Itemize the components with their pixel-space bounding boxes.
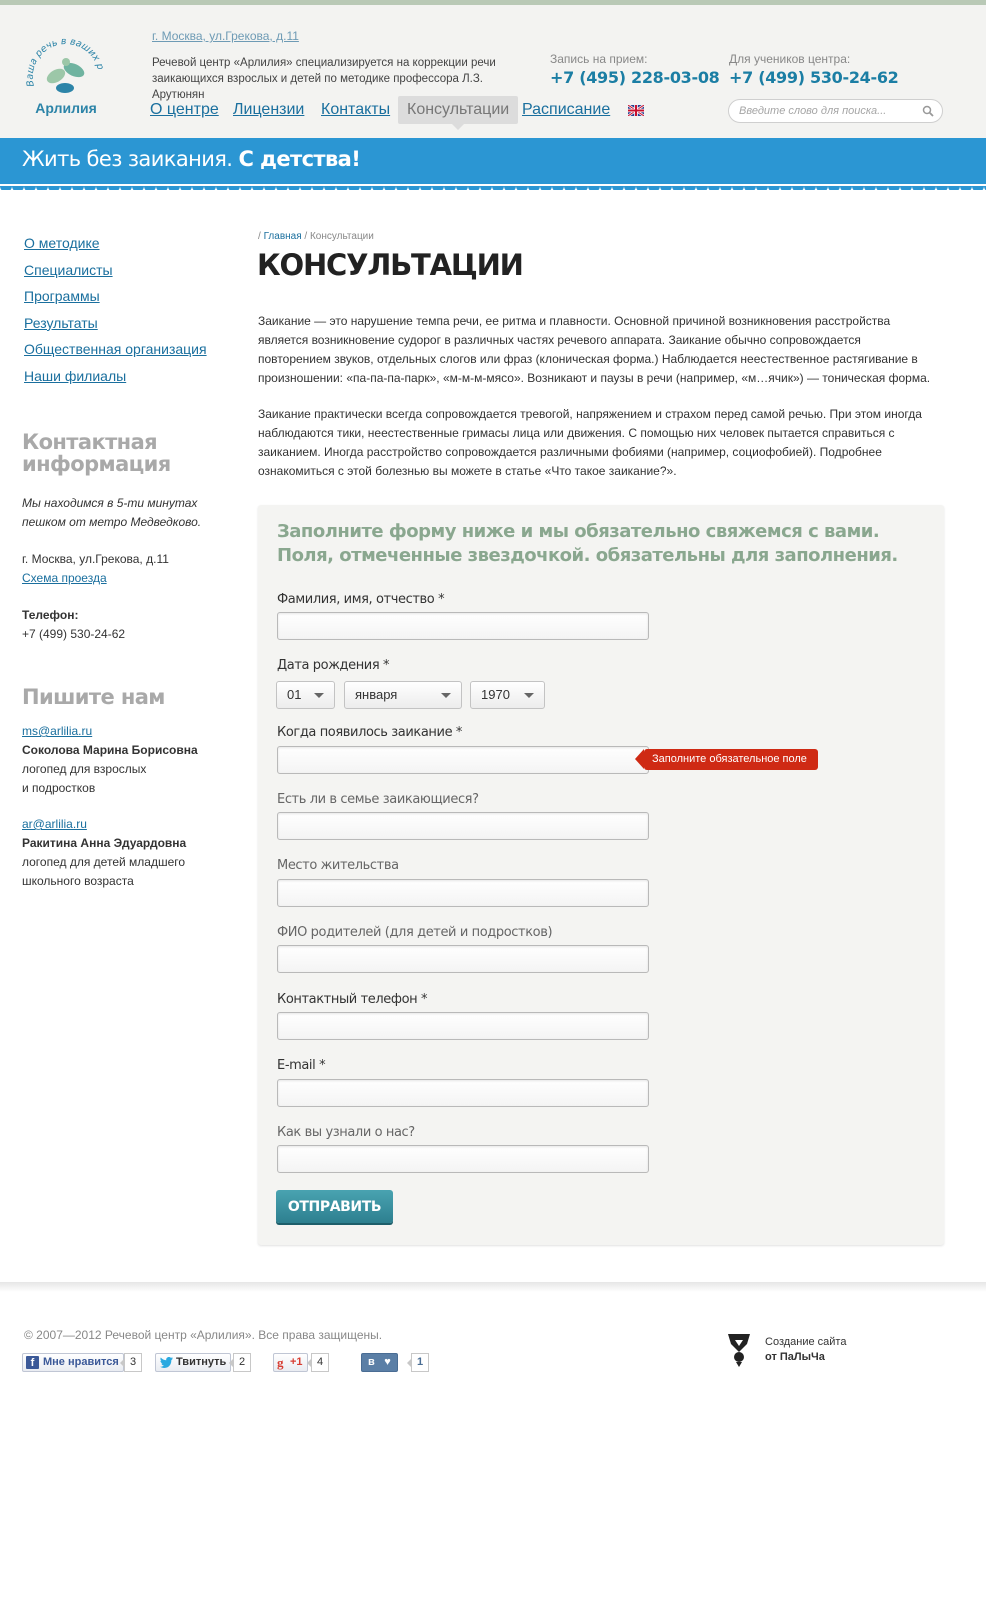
stutter-onset-input[interactable] [277, 746, 649, 774]
copyright: © 2007—2012 Речевой центр «Арлилия». Все права защищены. [24, 1328, 383, 1342]
google-plus-count: 4 [311, 1353, 329, 1372]
sidebar-item-programs[interactable]: Программы [24, 288, 100, 304]
svg-text:Ваша речь в ваших руках [24, 26, 106, 87]
residence-label: Место жительства [277, 858, 399, 873]
sidebar-item-organization[interactable]: Общественная организация [24, 341, 207, 357]
contact-phone-label: Телефон: [22, 608, 79, 622]
email-link[interactable]: ms@arlilia.ru [22, 724, 93, 738]
phone-label: Для учеников центра: [729, 52, 851, 66]
referral-input[interactable] [277, 1145, 649, 1173]
specialist-contact [22, 722, 232, 798]
address-link[interactable]: г. Москва, ул.Грекова, д.11 [152, 29, 299, 43]
facebook-like-label: Мне нравится [43, 1356, 119, 1368]
banner-slogan [22, 147, 360, 171]
referral-label: Как вы узнали о нас? [277, 1125, 415, 1140]
chevron-down-icon [314, 693, 324, 698]
form-heading-line: Заполните форму ниже и мы обязательно свяжемся с вами. [277, 521, 880, 542]
birth-date-label: Дата рождения * [277, 658, 390, 673]
google-icon: g [277, 1355, 284, 1370]
sidebar-item-branches[interactable]: Наши филиалы [24, 367, 127, 384]
parents-name-input[interactable] [277, 945, 649, 973]
contact-address: г. Москва, ул.Грекова, д.11 [22, 552, 169, 566]
form-heading [277, 520, 927, 568]
contact-note: Мы находимся в 5-ти минутах пешком от метро Медведково. [22, 496, 202, 529]
parents-name-label: ФИО родителей (для детей и подростков) [277, 925, 553, 940]
nav-item-consultations[interactable]: Консультации [398, 96, 518, 124]
google-plus-label: +1 [290, 1356, 303, 1368]
facebook-like-count: 3 [124, 1353, 142, 1372]
specialist-name: Соколова Марина Борисовна [22, 743, 198, 757]
specialist-role: школьного возраста [22, 874, 134, 888]
heart-icon: ♥ [384, 1356, 391, 1368]
tweet-button[interactable] [155, 1353, 231, 1372]
facebook-icon: f [26, 1356, 39, 1369]
search-box [728, 99, 943, 123]
developer-logo-icon[interactable] [726, 1332, 752, 1368]
text-line: произношении: «па-па-па-парк», «м-м-м-мясо». Возникают и паузы в речи (например, «м…ячик») — тоническая форма. [258, 371, 931, 385]
family-stutter-input[interactable] [277, 812, 649, 840]
text-line: Заикание практически всегда сопровождается тревогой, напряжением и страхом перед самой речью. При этом иногда [258, 407, 922, 421]
sidebar-menu [24, 230, 244, 389]
developer-name: от ПаЛыЧа [765, 1351, 825, 1363]
nav-item-about[interactable]: О центре [150, 101, 219, 118]
contact-phone-block [22, 606, 125, 644]
birth-year-value: 1970 [481, 687, 510, 702]
vk-like-count: 1 [411, 1353, 429, 1372]
logo[interactable] [24, 26, 106, 122]
twitter-bird-icon [160, 1357, 173, 1368]
text-line: Заикание — это нарушение темпа речи, ее ритма и плавности. Основной причиной возникновения расстройства [258, 314, 891, 328]
text-line: ознакомиться с этой болезнью вы можете в статье «Что такое заикание?». [258, 464, 677, 478]
birth-month-select[interactable] [344, 681, 462, 709]
nav-item-schedule[interactable]: Расписание [522, 101, 611, 118]
logo-name: Арлилия [35, 100, 97, 116]
breadcrumb-current: Консультации [309, 231, 374, 242]
specialist-role: логопед для взрослых [22, 762, 147, 776]
facebook-like-button[interactable] [22, 1353, 124, 1372]
text-line: заиканием. Иногда расстройство сопровождается различными фобиями (например, социофобией). Подробнее [258, 445, 882, 459]
phone-number: +7 (495) 228-03-08 [550, 68, 720, 87]
search-input[interactable] [739, 103, 919, 119]
developer-credit[interactable] [765, 1335, 846, 1365]
chevron-down-icon [441, 693, 451, 698]
contact-phone-field-label: Контактный телефон * [277, 992, 428, 1007]
phone-number: +7 (499) 530-24-62 [729, 68, 899, 87]
tweet-count: 2 [233, 1353, 251, 1372]
text-line: повторением звуков, отдельных слогов или фраз (клоническая форма.) Наблюдается неестественное растягивание в [258, 352, 918, 366]
email-link[interactable]: ar@arlilia.ru [22, 817, 87, 831]
contact-title: Контактная информация [22, 430, 171, 476]
text-line: наблюдаются тики, неестественные гримасы лица или движения. С помощью них человек пытается справиться с [258, 426, 895, 440]
specialist-role: логопед для детей младшего [22, 855, 186, 869]
specialist-role: и подростков [22, 781, 96, 795]
breadcrumb: / Главная / Консультации [258, 231, 374, 242]
birth-day-value: 01 [287, 687, 302, 702]
map-link[interactable]: Схема проезда [22, 571, 107, 585]
vk-label: в [368, 1356, 375, 1368]
sidebar-item-method[interactable]: О методике [24, 235, 100, 251]
sidebar-item-results[interactable]: Результаты [24, 314, 98, 331]
write-us-title: Пишите нам [22, 685, 165, 709]
birth-year-select[interactable] [470, 681, 545, 709]
required-field-error: Заполните обязательное поле [644, 749, 818, 770]
submit-button[interactable]: ОТПРАВИТЬ [276, 1190, 393, 1223]
uk-flag-icon[interactable] [628, 105, 644, 116]
vk-like-button[interactable] [361, 1353, 398, 1372]
birth-day-select[interactable] [276, 681, 335, 709]
contact-phone-input[interactable] [277, 1012, 649, 1040]
specialist-contact [22, 815, 232, 891]
tweet-label: Твитнуть [176, 1356, 227, 1368]
logo-slogan: Ваша речь в ваших р [24, 35, 106, 88]
breadcrumb-home[interactable]: Главная [263, 231, 302, 242]
developer-credit-line: Создание сайта [765, 1336, 847, 1348]
sidebar-item-specialists[interactable]: Специалисты [24, 261, 113, 278]
full-name-label: Фамилия, имя, отчество * [277, 592, 445, 607]
phone-label: Запись на прием: [550, 52, 648, 66]
nav-item-licenses[interactable]: Лицензии [233, 101, 305, 118]
email-label: E-mail * [277, 1058, 326, 1073]
phone-block-booking [550, 52, 720, 87]
intro-paragraph [258, 405, 968, 481]
stutter-onset-label: Когда появилось заикание * [277, 725, 463, 740]
form-heading-line: Поля, отмеченные звездочкой. обязательны для заполнения. [277, 545, 898, 566]
page-title: КОНСУЛЬТАЦИИ [257, 248, 523, 282]
birth-month-value: января [355, 687, 398, 702]
phone-block-students [729, 52, 899, 87]
about-text: Речевой центр «Арлилия» специализируется на коррекции речи заикающихся взрослых и детей по методике профессора Л.З. Арутюнян [152, 57, 496, 101]
contact-address-block [22, 550, 169, 588]
google-plus-button[interactable] [273, 1353, 308, 1372]
chevron-down-icon [524, 693, 534, 698]
intro-paragraph [258, 312, 968, 388]
search-icon[interactable] [922, 105, 934, 117]
full-name-input[interactable] [277, 612, 649, 640]
family-stutter-label: Есть ли в семье заикающиеся? [277, 792, 479, 807]
text-line: является возникновение судорог в различных частях речевого аппарата. Заикание обычно сопровождается [258, 333, 861, 347]
nav-item-contacts[interactable]: Контакты [321, 101, 391, 118]
specialist-name: Ракитина Анна Эдуардовна [22, 836, 187, 850]
banner-text: Жить без заикания. [22, 147, 233, 171]
residence-input[interactable] [277, 879, 649, 907]
footer-divider [0, 1282, 986, 1292]
email-input[interactable] [277, 1079, 649, 1107]
contact-phone: +7 (499) 530-24-62 [22, 627, 126, 641]
banner-bold-text: С детства! [238, 147, 361, 171]
